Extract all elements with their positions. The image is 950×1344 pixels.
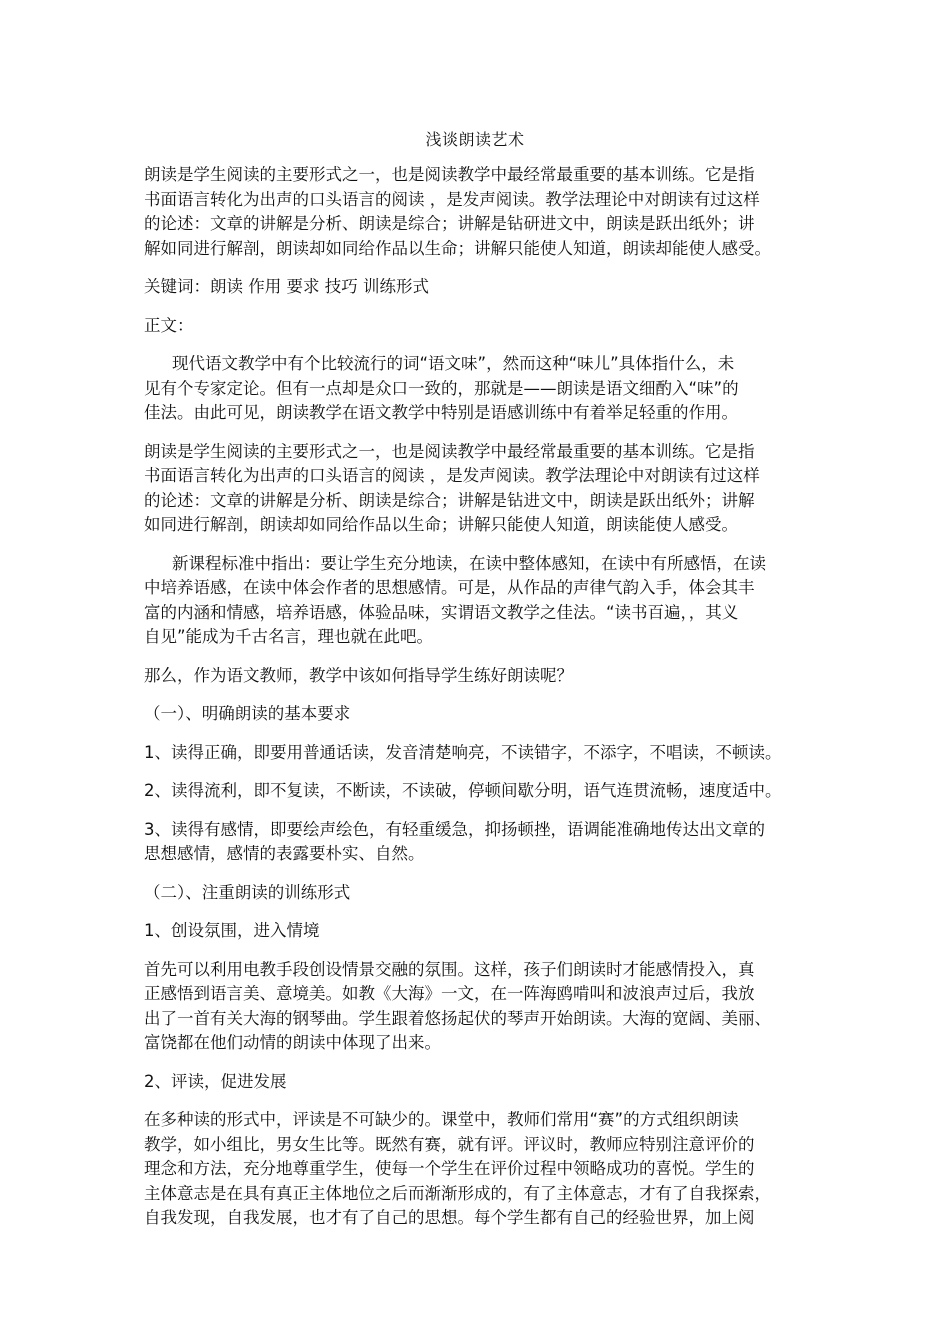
paragraph (144, 552, 814, 650)
paragraph-line: 出了一首有关大海的钢琴曲。学生跟着悠扬起伏的琴声开始朗读。大海的宽阔、美丽、 (144, 1008, 771, 1028)
paragraph-line: 现代语文教学中有个比较流行的词“语文味”，然而这种“味儿”具体指什么，未 (172, 354, 735, 373)
paragraph-line: 那么，作为语文教师，教学中该如何指导学生练好朗读呢？ (144, 665, 573, 685)
paragraph-line: 见有个专家定论。但有一点却是众口一致的，那就是——朗读是语文细酌入“味”的 (144, 378, 739, 398)
paragraph (144, 352, 814, 426)
paragraph (144, 1070, 814, 1095)
document-title: 浅谈朗读艺术 (425, 130, 525, 149)
paragraph-line: 富的内涵和情感，培养语感，体验品味，实谓语文教学之佳法。“读书百遍，，其义 (144, 602, 739, 622)
paragraph-line: （一）、明确朗读的基本要求 (144, 704, 351, 723)
paragraph-line: 主体意志是在具有真正主体地位之后而渐渐形成的，有了主体意志，才有了自我探索， (144, 1183, 771, 1203)
paragraph-line: 自见”能成为千古名言，理也就在此吧。 (144, 627, 434, 646)
paragraph (144, 702, 814, 727)
paragraph-line: 解如同进行解剖，朗读却如同给作品以生命；讲解只能使人知道，朗读却能使人感受。 (144, 238, 771, 258)
paragraph-line: 书面语言转化为出声的口头语言的阅读 ，是发声阅读。教学法理论中对朗读有过这样 (144, 189, 760, 209)
paragraph-line: 富饶都在他们动情的朗读中体现了出来。 (144, 1033, 441, 1052)
paragraph-line: 2、评读，促进发展 (144, 1071, 287, 1091)
paragraph-line: 理念和方法，充分地尊重学生，使每一个学生在评价过程中领略成功的喜悦。学生的 (144, 1159, 755, 1178)
paragraph-line: 朗读是学生阅读的主要形式之一，也是阅读教学中最经常最重要的基本训练。它是指 (144, 441, 755, 461)
paragraph-line: 朗读是学生阅读的主要形式之一，也是阅读教学中最经常最重要的基本训练。它是指 (144, 165, 755, 184)
paragraph (144, 818, 814, 867)
paragraph (144, 314, 814, 339)
paragraph-line: 2、读得流利，即不复读，不断读，不读破，停顿间歇分明，语气连贯流畅，速度适中。 (144, 781, 782, 800)
paragraph-line: 1、读得正确，即要用普通话读，发音清楚响亮，不读错字，不添字，不唱读，不顿读。 (144, 742, 782, 762)
paragraph (144, 163, 814, 261)
paragraph (144, 741, 814, 766)
paragraph (144, 275, 814, 300)
paragraph (144, 958, 814, 1056)
paragraph-line: 关键词：朗读 作用 要求 技巧 训练形式 (144, 277, 429, 296)
paragraph-line: 首先可以利用电教手段创设情景交融的氛围。这样，孩子们朗读时才能感情投入，真 (144, 959, 755, 979)
paragraph (144, 440, 814, 538)
paragraph-line: （二）、注重朗读的训练形式 (144, 882, 351, 902)
paragraph-line: 教学，如小组比，男女生比等。既然有赛，就有评。评议时，教师应特别注意评价的 (144, 1134, 755, 1154)
paragraph-line: 自我发现，自我发展，也才有了自己的思想。每个学生都有自己的经验世界，加上阅 (144, 1208, 755, 1227)
paragraph-line: 书面语言转化为出声的口头语言的阅读 ，是发声阅读。教学法理论中对朗读有过这样 (144, 466, 760, 485)
paragraph-line: 中培养语感，在读中体会作者的思想感情。可是，从作品的声律气韵入手，体会其丰 (144, 578, 755, 597)
paragraph-line: 思想感情，感情的表露要朴实、自然。 (144, 844, 425, 863)
paragraph-line: 新课程标准中指出：要让学生充分地读，在读中整体感知，在读中有所感悟，在读 (172, 553, 766, 573)
paragraph-line: 的论述：文章的讲解是分析、朗读是综合；讲解是钻研进文中，朗读是跃出纸外；讲 (144, 214, 755, 233)
paragraph (144, 919, 814, 944)
paragraph (144, 881, 814, 906)
paragraph-line: 正感悟到语言美、意境美。如教《大海》一文，在一阵海鸥啃叫和波浪声过后，我放 (144, 984, 755, 1003)
paragraph-line: 佳法。由此可见，朗读教学在语文教学中特别是语感训练中有着举足轻重的作用。 (144, 403, 738, 422)
paragraph-line: 1、创设氛围，进入情境 (144, 921, 320, 940)
paragraph (144, 779, 814, 804)
paragraph-line: 的论述：文章的讲解是分析、朗读是综合；讲解是钻进文中，朗读是跃出纸外；讲解 (144, 490, 755, 510)
paragraph (144, 664, 814, 689)
document-body (144, 163, 814, 1245)
paragraph-line: 正文： (144, 315, 194, 335)
paragraph-line: 在多种读的形式中，评读是不可缺少的。课堂中，教师们常用“赛”的方式组织朗读 (144, 1110, 739, 1129)
paragraph (144, 1108, 814, 1231)
paragraph-line: 3、读得有感情，即要绘声绘色，有轻重缓急，抑扬顿挫，语调能准确地传达出文章的 (144, 819, 765, 839)
paragraph-line: 如同进行解剖，朗读却如同给作品以生命；讲解只能使人知道，朗读能使人感受。 (144, 515, 738, 534)
